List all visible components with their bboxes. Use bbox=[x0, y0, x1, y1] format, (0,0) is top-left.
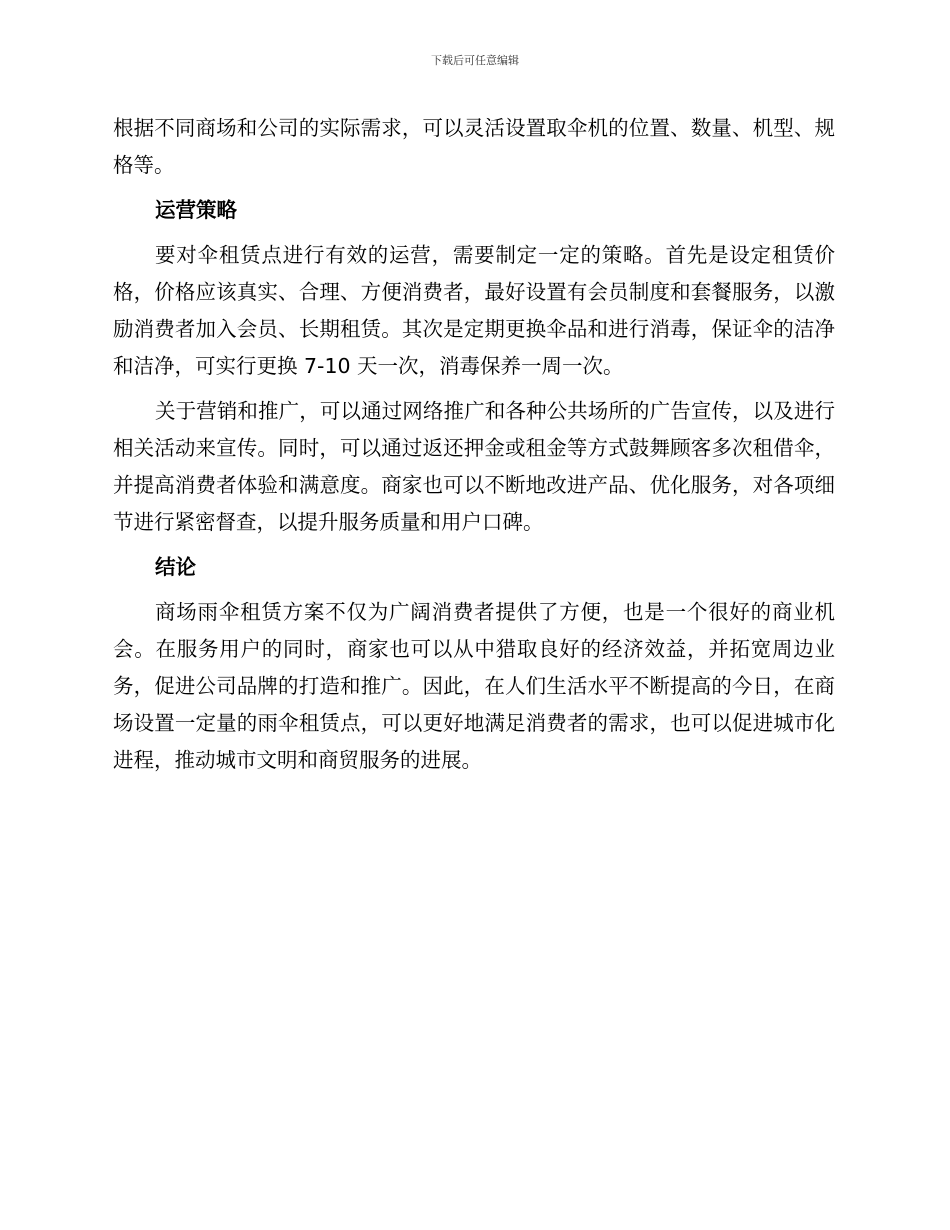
page-header-note: 下载后可任意编辑 bbox=[431, 54, 519, 67]
document-body bbox=[113, 110, 835, 779]
paragraph-marketing: 关于营销和推广，可以通过网络推广和各种公共场所的广告宣传，以及进行相关活动来宣传。同时，可以通过返还押金或租金等方式鼓舞顾客多次租借伞，并提高消费者体验和满意度。商家也可以不断地改进产品、优化服务，对各项细节进行紧密督查，以提升服务质量和用户口碑。 bbox=[113, 399, 835, 534]
paragraph-operations-strategy: 要对伞租赁点进行有效的运营，需要制定一定的策略。首先是设定租赁价格，价格应该真实、合理、方便消费者，最好设置有会员制度和套餐服务，以激励消费者加入会员、长期租赁。其次是定期更换伞品和进行消毒，保证伞的洁净和洁净，可实行更换 7-10 天一次，消毒保养一周一次。 bbox=[113, 243, 835, 378]
paragraph-intro-continuation: 根据不同商场和公司的实际需求，可以灵活设置取伞机的位置、数量、机型、规格等。 bbox=[113, 116, 835, 177]
paragraph-conclusion: 商场雨伞租赁方案不仅为广阔消费者提供了方便，也是一个很好的商业机会。在服务用户的同时，商家也可以从中猎取良好的经济效益，并拓宽周边业务，促进公司品牌的打造和推广。因此，在人们生活水平不断提高的今日，在商场设置一定量的雨伞租赁点，可以更好地满足消费者的需求，也可以促进城市化进程，推动城市文明和商贸服务的进展。 bbox=[113, 600, 835, 772]
section-heading-conclusion: 结论 bbox=[155, 555, 196, 579]
section-heading-operations: 运营策略 bbox=[155, 198, 237, 222]
